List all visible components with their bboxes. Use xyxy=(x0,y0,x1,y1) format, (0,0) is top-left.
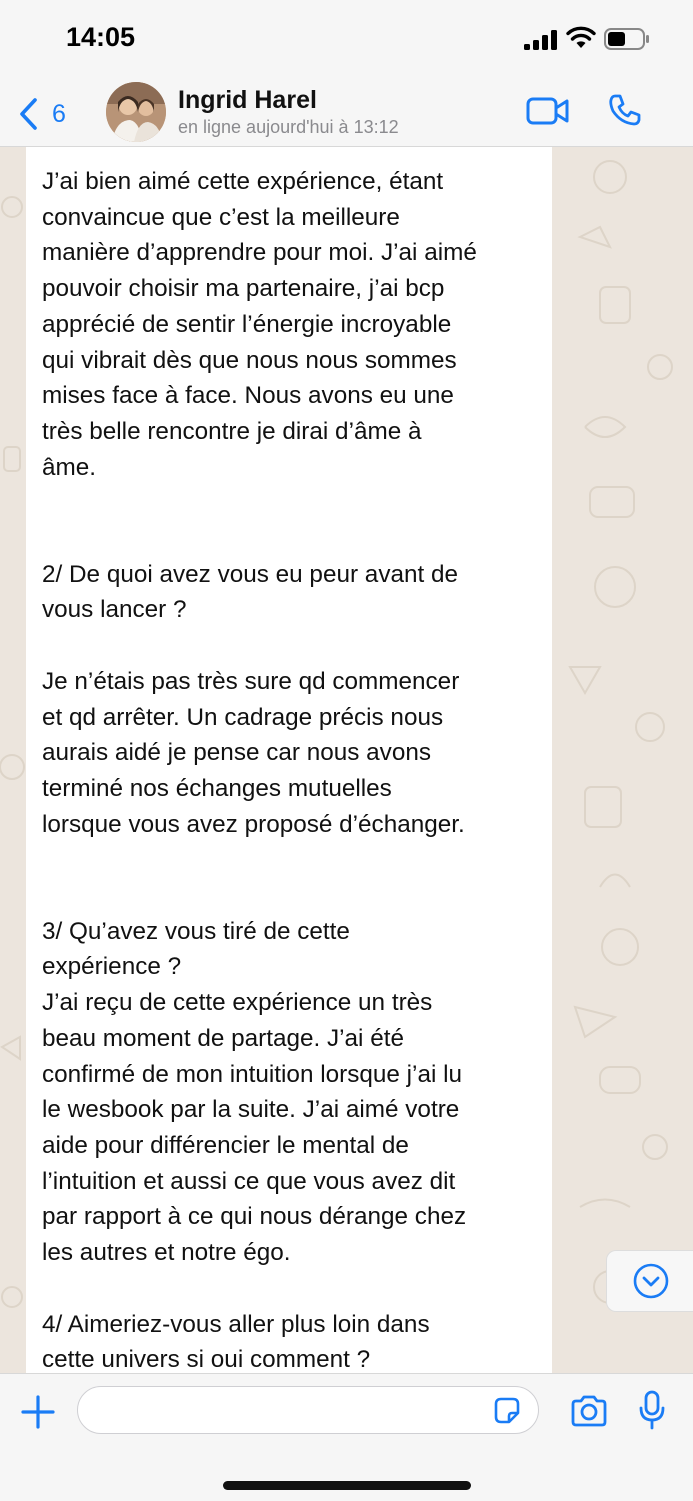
unread-count: 6 xyxy=(52,99,66,128)
chevron-down-circle-icon xyxy=(633,1263,669,1299)
chat-header xyxy=(0,80,693,147)
message-input[interactable] xyxy=(77,1386,539,1434)
cellular-signal-icon xyxy=(524,30,558,50)
camera-icon[interactable] xyxy=(570,1394,608,1428)
phone-icon[interactable] xyxy=(608,93,642,127)
back-button[interactable] xyxy=(18,94,66,134)
back-chevron-icon xyxy=(18,97,38,131)
scroll-to-bottom-button[interactable] xyxy=(606,1250,693,1312)
message-text: J’ai bien aimé cette expérience, étant convaincue que c’est la meilleure manière d’apprendre pour moi. J’ai aimé pouvoir choisir ma partenaire, j’ai bcp apprécié de sentir l’énergie incroyable qui vibrait dès que nous nous sommes mises face à face. Nous avons eu une très belle rencontre je dirai d’âme à âme. 2/ De quoi avez vous eu peur avant de vous lancer ? Je n’étais pas très sure qd commencer et qd arrêter. Un cadrage précis nous aurais aidé je pense car nous avons terminé nos échanges mutuelles lorsque vous avez proposé d’échanger. 3/ Qu’avez vous tiré de cette expérience ? J’ai reçu de cette expérience un très beau moment de partage. J’ai été confirmé de mon intuition lorsque j’ai lu le wesbook par la suite. J’ai aimé votre aide pour différencier le mental de l’intuition et aussi ce que vous avez dit par rapport à ce qui nous dérange chez les autres et notre égo. 4/ Aimeriez-vous aller plus loin dans cette univers si oui comment ? xyxy=(42,168,477,1373)
wifi-icon xyxy=(566,26,596,50)
microphone-icon[interactable] xyxy=(638,1390,666,1430)
battery-icon xyxy=(604,28,650,50)
plus-icon[interactable] xyxy=(20,1394,56,1430)
contact-name[interactable]: Ingrid Harel xyxy=(178,86,317,114)
home-indicator[interactable] xyxy=(223,1481,471,1490)
status-time: 14:05 xyxy=(66,22,136,52)
video-camera-icon[interactable] xyxy=(526,96,570,126)
sticker-icon[interactable] xyxy=(492,1396,522,1426)
contact-status: en ligne aujourd'hui à 13:12 xyxy=(178,117,399,137)
message-bubble[interactable] xyxy=(26,147,552,1373)
status-bar xyxy=(0,0,693,80)
chat-area[interactable] xyxy=(0,147,693,1373)
avatar[interactable] xyxy=(106,82,166,142)
